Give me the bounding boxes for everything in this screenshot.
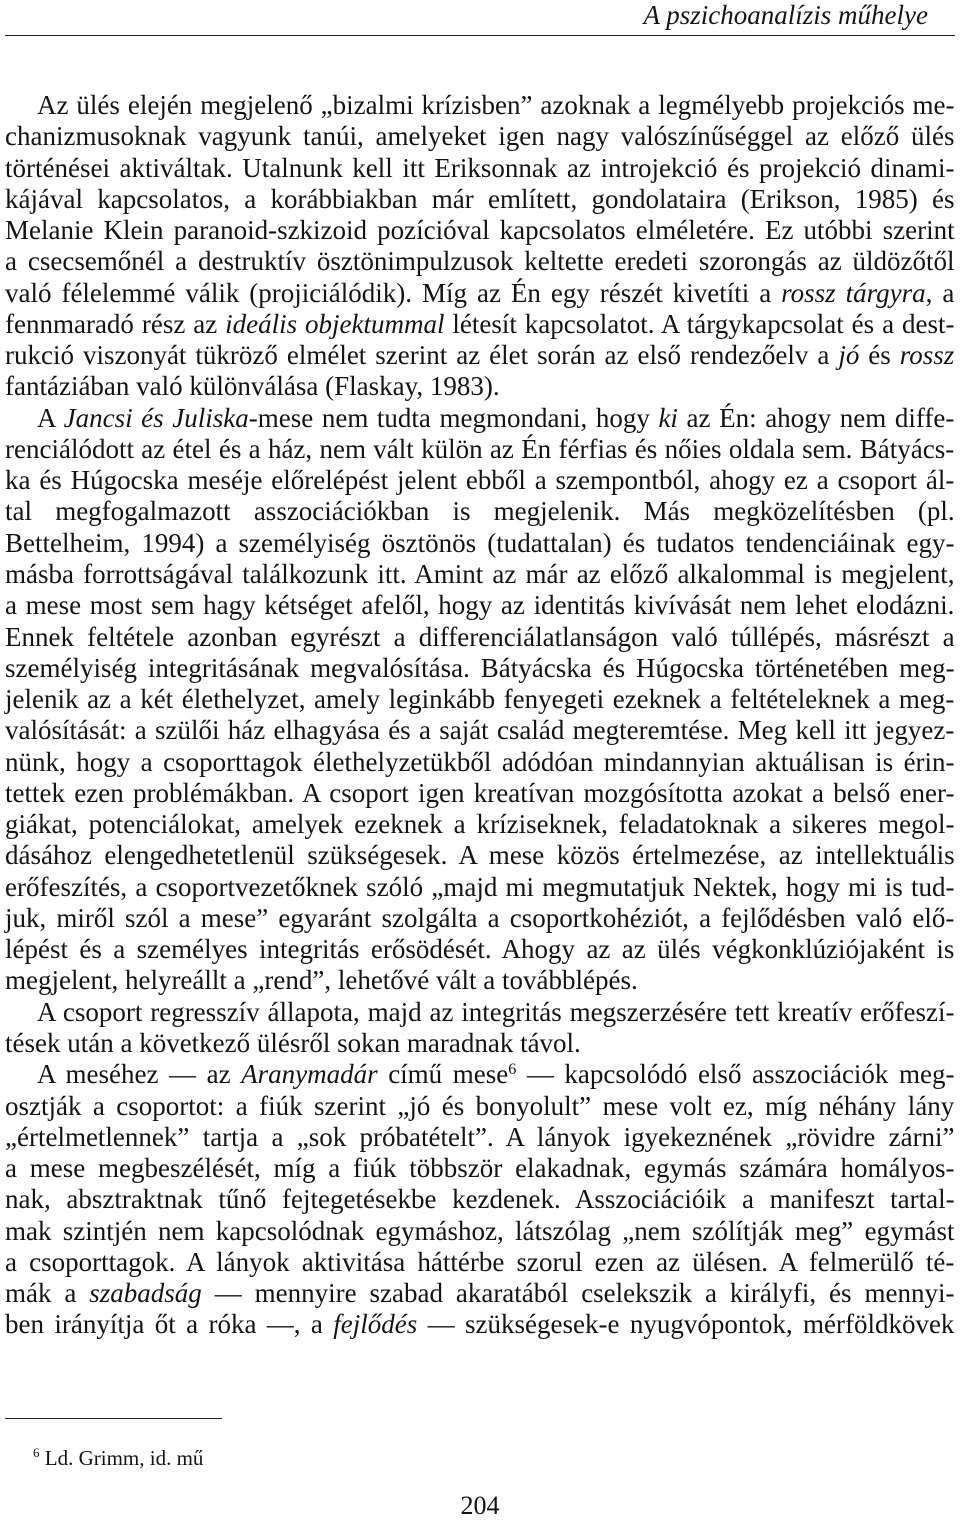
text-line: [5, 403, 955, 434]
text-line: [5, 1059, 955, 1090]
line-text: [5, 340, 954, 370]
text-run: ben irányítja őt a róka —, a: [5, 1309, 334, 1340]
text-run: , a: [925, 277, 955, 308]
text-line: [5, 1028, 955, 1059]
text-line: [5, 340, 955, 371]
text-line: [5, 309, 955, 340]
line-text: [5, 184, 955, 214]
text-run: valósítását: a szülői ház elhagyása és a saját család megteremtése. Meg kell itt jegyez-: [5, 715, 955, 746]
text-line: [5, 1122, 955, 1153]
line-text: [5, 965, 638, 995]
line-text: [37, 997, 955, 1027]
text-line: [5, 528, 955, 559]
line-text: [5, 1247, 954, 1277]
italic-text: szabadság: [89, 1278, 202, 1309]
text-run: A csoport regresszív állapota, majd az integritás megszerzésére tett kreatív erőfeszí-: [37, 996, 955, 1027]
line-text: [5, 215, 955, 245]
text-line: [5, 1091, 955, 1122]
italic-text: rossz: [899, 340, 955, 371]
footnote-reference: 6: [508, 1060, 517, 1079]
line-text: [5, 590, 954, 620]
italic-text: rossz tárgyra: [781, 277, 926, 308]
line-text: [5, 371, 500, 401]
text-line: [5, 184, 955, 215]
footnote-marker: 6: [33, 1445, 40, 1461]
text-line: [5, 1278, 955, 1309]
line-text: [5, 809, 955, 839]
text-run: Melanie Klein paranoid-szkizoid pozícióval kapcsolatos elméletére. Ez utóbbi szerint: [5, 215, 955, 246]
line-text: [5, 1122, 955, 1152]
text-run: ka és Húgocska meséje előrelépést jelent ebből a szempontból, ahogy ez a csoport ál-: [5, 465, 955, 496]
text-run: „értelmetlennek” tartja a „sok próbatételt”. A lányok igyekeznének „rövidre zárni”: [5, 1121, 955, 1152]
text-line: [5, 153, 955, 184]
line-text: [5, 872, 954, 902]
text-line: [5, 778, 955, 809]
text-run: fantáziában való különválása (Flaskay, 1983).: [5, 371, 500, 402]
text-run: a csoporttagok. A lányok aktivitása háttérbe szorul ezen az ülésen. A felmerülő té-: [5, 1246, 955, 1277]
text-run: megjelent, helyreállt a „rend”, lehetővé vált a továbblépés.: [5, 965, 638, 996]
line-text: [5, 778, 954, 808]
italic-text: ki: [658, 402, 678, 433]
text-run: renciálódott az étel és a ház, nem vált külön az Én férfias és nőies oldala sem. Bátyács-: [5, 433, 955, 464]
line-text: [5, 903, 954, 933]
line-text: [5, 747, 955, 777]
line-text: [5, 1153, 955, 1183]
text-line: [5, 840, 955, 871]
text-run: a mese most sem hagy kétséget afelől, hogy az identitás kivívását nem lehet elodázni.: [5, 590, 955, 621]
line-text: [5, 1184, 955, 1214]
text-run: kájával kapcsolatos, a korábbiakban már említett, gondolataira (Erikson, 1985) és: [5, 183, 955, 214]
line-text: [5, 653, 955, 683]
header-rule: [5, 35, 955, 36]
text-run: A meséhez — az: [37, 1059, 242, 1090]
text-run: juk, miről szól a mese” egyaránt szolgálta a csoportkohéziót, a fejlődésben való elő-: [5, 902, 955, 933]
text-line: [5, 371, 955, 402]
text-line: [5, 653, 955, 684]
italic-text: fejlődés: [333, 1309, 418, 1340]
text-run: létesít kapcsolatot. A tárgykapcsolat és a dest-: [444, 308, 955, 339]
text-run: A: [37, 402, 64, 433]
line-text: [37, 1059, 954, 1089]
line-text: [5, 1091, 954, 1121]
text-line: [5, 715, 955, 746]
text-run: és: [859, 340, 900, 371]
text-run: -mese nem tudta megmondani, hogy: [248, 402, 659, 433]
text-run: dásához elengedhetetlenül szükségesek. A mese közös értelmezése, az intellektuális: [5, 840, 955, 871]
text-run: Az ülés elején megjelenő „bizalmi krízisben” azoknak a legmélyebb projekciós me-: [37, 90, 955, 120]
body-text: [5, 90, 955, 1341]
text-run: tések után a következő ülésről sokan maradnak távol.: [5, 1027, 581, 1058]
line-text: [5, 1216, 955, 1246]
line-text: [5, 1309, 954, 1339]
line-text: [5, 840, 955, 870]
text-run: tal megfogalmazott asszociációkban is megjelenik. Más megközelítésben (pl.: [5, 496, 955, 527]
line-text: [5, 684, 954, 714]
text-run: jelenik az a két élethelyzet, amely leginkább fenyegeti ezeknek a feltételeknek a meg-: [5, 684, 955, 715]
line-text: [5, 496, 955, 526]
text-run: című mese: [377, 1059, 509, 1090]
text-run: erőfeszítés, a csoportvezetőknek szóló „majd mi megmutatjuk Nektek, hogy mi is tud-: [5, 871, 955, 902]
text-line: [5, 1153, 955, 1184]
text-run: chanizmusoknak vagyunk tanúi, amelyeket igen nagy valószínűséggel az előző ülés: [5, 121, 955, 152]
text-line: [5, 121, 955, 152]
line-text: [5, 934, 954, 964]
text-line: [5, 1184, 955, 1215]
text-run: fennmaradó rész az: [5, 308, 226, 339]
line-text: [5, 309, 954, 339]
text-line: [5, 747, 955, 778]
text-line: [5, 559, 955, 590]
text-run: a csecsemőnél a destruktív ösztönimpulzusok keltette eredeti szorongás az üldözőtől: [5, 246, 955, 277]
text-run: tettek ezen problémákban. A csoport igen kreatívan mozgósította azokat a belső ener-: [5, 777, 955, 808]
line-text: [5, 1028, 581, 1058]
italic-text: Aranymadár: [241, 1059, 378, 1090]
text-line: [5, 684, 955, 715]
text-run: történései aktiváltak. Utalnunk kell itt Eriksonnak az introjekció és projekció dinami-: [5, 152, 955, 183]
text-line: [5, 465, 955, 496]
text-run: nak, absztraktnak tűnő fejtegetésekbe kezdenek. Asszociációik a manifeszt tartal-: [5, 1184, 955, 1215]
text-run: nünk, hogy a csoporttagok élethelyzetükből adódóan mindannyian aktuálisan is érin-: [5, 746, 955, 777]
text-run: — szükségesek-e nyugvópontok, mérföldkövek: [417, 1309, 955, 1340]
line-text: [5, 559, 954, 589]
text-line: [5, 278, 955, 309]
text-run: a mese megbeszélését, míg a fiúk többször elakadnak, egymás számára homályos-: [5, 1153, 955, 1184]
text-run: — mennyire szabad akaratából cselekszik a királyfi, és mennyi-: [201, 1278, 955, 1309]
text-line: [5, 809, 955, 840]
text-line: [5, 622, 955, 653]
text-run: lépést és a személyes integritás erősödését. Ahogy az az ülés végkonklúziójaként is: [5, 934, 955, 965]
running-title: A pszichoanalízis műhelye: [643, 0, 928, 30]
text-line: [5, 215, 955, 246]
text-line: [5, 934, 955, 965]
line-text: [5, 622, 955, 652]
text-line: [5, 872, 955, 903]
text-line: [5, 1309, 955, 1340]
text-run: mák a: [5, 1278, 90, 1309]
text-run: osztják a csoportot: a fiúk szerint „jó és bonyolult” mese volt ez, míg néhány lány: [5, 1090, 955, 1121]
italic-text: Jancsi és Juliska: [63, 402, 249, 433]
line-text: [5, 465, 954, 495]
line-text: [5, 434, 954, 464]
text-run: való félelemmé válik (projiciálódik). Míg az Én egy részét kivetíti a: [5, 277, 782, 308]
text-line: [5, 246, 955, 277]
line-text: [5, 121, 955, 151]
text-run: személyiség integritásának megvalósítása. Bátyácska és Húgocska történetében meg-: [5, 652, 955, 683]
footnote-text: Ld. Grimm, id. mű: [44, 1446, 204, 1470]
line-text: [5, 715, 954, 745]
text-line: [5, 496, 955, 527]
paragraph: [5, 1059, 955, 1340]
text-run: Ennek feltétele azonban egyrészt a differenciálatlanságon való túllépés, másrészt a: [5, 621, 955, 652]
text-run: mak szintjén nem kapcsolódnak egymáshoz, látszólag „nem szólítják meg” egymást: [5, 1215, 955, 1246]
line-text: [5, 246, 955, 276]
text-run: — kapcsolódó első asszociációk meg-: [516, 1059, 955, 1090]
text-line: [5, 90, 955, 121]
text-run: rukció viszonyát tükröző elmélet szerint az élet során az első rendezőelv a: [5, 340, 839, 371]
text-line: [5, 965, 955, 996]
text-line: [5, 997, 955, 1028]
line-text: [37, 90, 955, 120]
page-number: 204: [460, 1491, 500, 1520]
text-run: másba forrottságával találkozunk itt. Amint az már az előző alkalommal is megjelent,: [5, 558, 955, 589]
text-line: [5, 590, 955, 621]
italic-text: jó: [838, 340, 860, 371]
text-run: Bettelheim, 1994) a személyiség ösztönös (tudattalan) és tudatos tendenciáinak egy-: [5, 527, 955, 558]
line-text: [5, 1278, 954, 1308]
text-run: az Én: ahogy nem diffe-: [677, 402, 955, 433]
text-line: [5, 1216, 955, 1247]
text-line: [5, 903, 955, 934]
text-run: giákat, potenciálokat, amelyek ezeknek a kríziseknek, feladatoknak a sikeres megol-: [5, 809, 955, 840]
line-text: [5, 153, 955, 183]
italic-text: ideális objektummal: [225, 308, 445, 339]
text-line: [5, 434, 955, 465]
line-text: [5, 278, 954, 308]
footnote: [33, 1444, 203, 1472]
line-text: [5, 528, 955, 558]
paragraph: [5, 90, 955, 403]
paragraph: [5, 403, 955, 997]
footnote-rule: [5, 1418, 222, 1419]
text-line: [5, 1247, 955, 1278]
paragraph: [5, 997, 955, 1060]
line-text: [37, 403, 954, 433]
